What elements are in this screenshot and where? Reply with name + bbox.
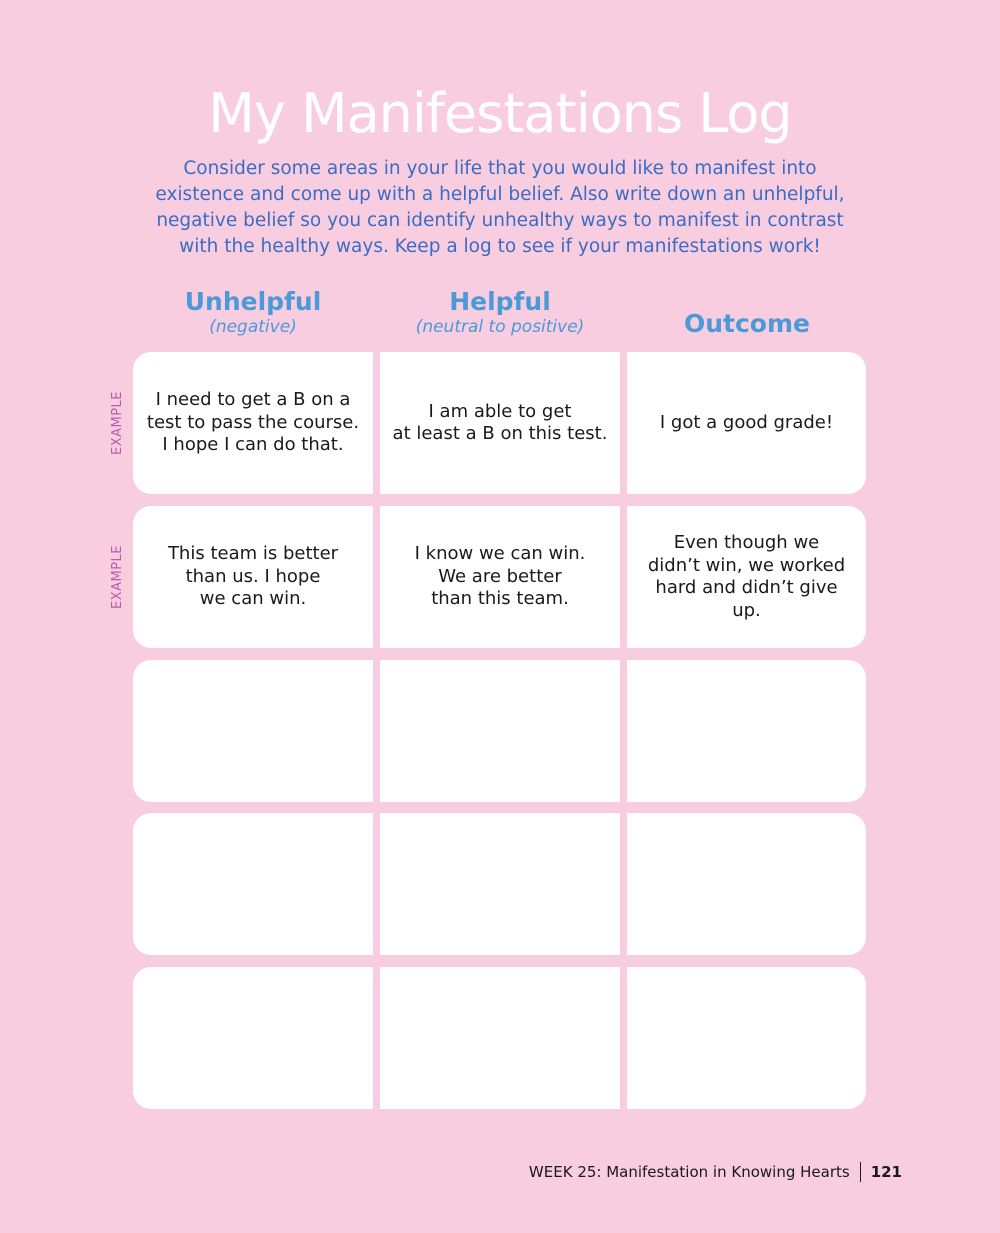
column-divider [373,506,380,648]
page-title: My Manifestations Log [208,82,792,145]
column-divider [373,967,380,1109]
cell-helpful [380,506,620,648]
footer-separator [860,1162,861,1182]
cell-outcome [627,506,866,648]
log-row-5 [133,967,866,1109]
page-number: 121 [870,1163,902,1181]
cell-text-line: Even though we [673,532,820,553]
cell-text-line: than us. I hope [185,565,321,587]
page-footer [529,1162,902,1182]
cell-text-line: at least a B on this test. [392,423,608,444]
cell-text-line: hard and didn’t give up. [655,577,838,621]
column-divider [620,813,627,955]
cell-unhelpful [133,352,373,494]
column-divider [620,660,627,802]
cell-unhelpful-blank[interactable] [133,967,373,1109]
cell-text-line: test to pass the course. [146,411,360,433]
column-header-outcome [627,309,867,339]
row-label-example-2: EXAMPLE [110,544,125,610]
column-header-sublabel: (negative) [209,317,297,337]
column-divider [373,813,380,955]
cell-outcome-blank[interactable] [627,660,866,802]
column-header-helpful [380,287,620,337]
cell-text-line: I know we can win. [414,543,586,565]
cell-outcome [627,352,866,494]
column-header-label: Outcome [683,309,810,338]
footer-chapter: WEEK 25: Manifestation in Knowing Hearts [528,1163,850,1181]
cell-text-line: We are better [438,565,562,587]
column-divider [620,967,627,1109]
cell-text-line: than this team. [431,588,569,610]
column-divider [620,352,627,494]
cell-outcome-blank[interactable] [627,813,866,955]
cell-text-line: I need to get a B on a [155,389,351,411]
cell-unhelpful-blank[interactable] [133,660,373,802]
log-row-3 [133,660,866,802]
intro-paragraph: Consider some areas in your life that you would like to manifest into existence and come up with a helpful belief. Also write down an unhelpful, negative belief so you can identify unhealthy ways to manifest in contrast with the healthy ways. Keep a log to see if your manifestations work! [155,158,845,257]
cell-helpful-blank[interactable] [380,967,620,1109]
log-row-4 [133,813,866,955]
row-label-example-1: EXAMPLE [110,390,125,456]
cell-text-line: This team is better [167,543,339,565]
cell-unhelpful-blank[interactable] [133,813,373,955]
cell-text-line: I am able to get [428,400,572,422]
column-header-label: Unhelpful [184,287,322,316]
column-divider [373,660,380,802]
log-row-1 [133,352,866,494]
column-header-sublabel: (neutral to positive) [415,317,585,337]
cell-unhelpful [133,506,373,648]
log-row-2 [133,506,866,648]
cell-text-line: I got a good grade! [659,411,834,433]
cell-outcome-blank[interactable] [627,967,866,1109]
column-divider [373,352,380,494]
cell-helpful [380,352,620,494]
column-header-label: Helpful [449,287,551,316]
cell-helpful-blank[interactable] [380,660,620,802]
cell-text-line: didn’t win, we worked [647,554,846,576]
column-header-unhelpful [133,287,373,337]
cell-text-line: we can win. [199,588,307,610]
cell-helpful-blank[interactable] [380,813,620,955]
cell-text-line: I hope I can do that. [162,434,344,456]
column-divider [620,506,627,648]
